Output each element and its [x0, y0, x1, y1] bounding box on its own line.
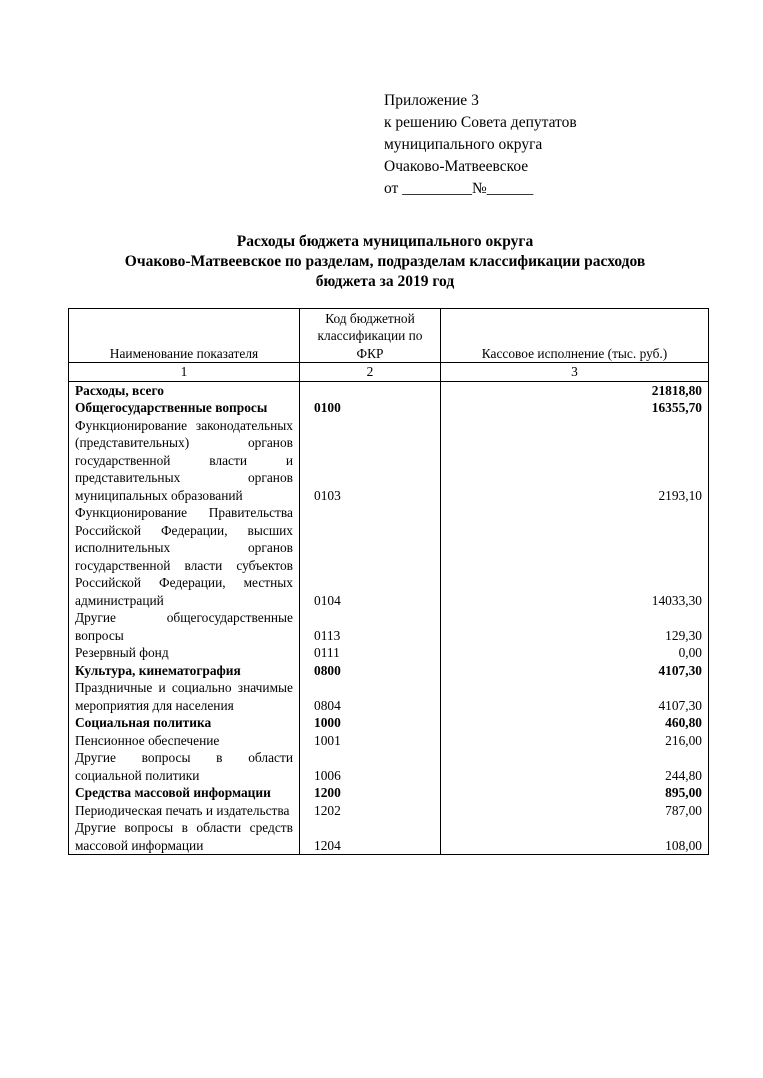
row-code: 0104 — [300, 504, 441, 609]
row-name: Культура, кинематография — [69, 662, 300, 680]
table-row — [69, 784, 709, 802]
row-code: 1006 — [300, 749, 441, 784]
header-code: Код бюджетной классификации по ФКР — [300, 309, 441, 363]
table-row — [69, 679, 709, 714]
table-row — [69, 381, 709, 399]
row-code: 1204 — [300, 819, 441, 855]
row-code: 1001 — [300, 732, 441, 750]
row-name: Пенсионное обеспечение — [69, 732, 300, 750]
row-name: Праздничные и социально значимые мероприятия для населения — [69, 679, 300, 714]
row-name: Функционирование законодательных (представительных) органов государственной власти и представительных органов муниципальных образований — [69, 417, 300, 505]
row-name: Другие вопросы в области средств массовой информации — [69, 819, 300, 855]
column-number-3: 3 — [441, 363, 709, 382]
row-name: Функционирование Правительства Российской Федерации, высших исполнительных органов государственной власти субъектов Российской Федерации, местных администраций — [69, 504, 300, 609]
column-number-row — [69, 363, 709, 382]
row-code: 1000 — [300, 714, 441, 732]
row-name: Социальная политика — [69, 714, 300, 732]
table-row — [69, 399, 709, 417]
row-value: 108,00 — [441, 819, 709, 855]
appendix-decision: к решению Совета депутатов — [384, 114, 577, 131]
appendix-district-name: Очаково-Матвеевское — [384, 158, 529, 175]
row-value: 216,00 — [441, 732, 709, 750]
row-code: 0113 — [300, 609, 441, 644]
row-value: 460,80 — [441, 714, 709, 732]
document-title — [40, 232, 730, 292]
table-row — [69, 504, 709, 609]
appendix-district: муниципального округа — [384, 136, 543, 153]
title-line-2: Очаково-Матвеевское по разделам, подразделам классификации расходов — [124, 253, 646, 270]
table-header-row — [69, 309, 709, 363]
row-code: 0800 — [300, 662, 441, 680]
row-value: 787,00 — [441, 802, 709, 820]
table-row — [69, 714, 709, 732]
row-name: Периодическая печать и издательства — [69, 802, 300, 820]
table-row — [69, 802, 709, 820]
row-value: 2193,10 — [441, 417, 709, 505]
table-row — [69, 732, 709, 750]
column-number-2: 2 — [300, 363, 441, 382]
header-value: Кассовое исполнение (тыс. руб.) — [441, 309, 709, 363]
row-value: 4107,30 — [441, 662, 709, 680]
row-code: 0804 — [300, 679, 441, 714]
appendix-number: Приложение 3 — [384, 92, 479, 109]
budget-table — [68, 308, 709, 855]
row-name: Общегосударственные вопросы — [69, 399, 300, 417]
table-row — [69, 417, 709, 505]
column-number-1: 1 — [69, 363, 300, 382]
row-value: 244,80 — [441, 749, 709, 784]
appendix-block — [384, 90, 577, 200]
table-row — [69, 662, 709, 680]
row-name: Другие общегосударственные вопросы — [69, 609, 300, 644]
row-name: Резервный фонд — [69, 644, 300, 662]
table-row — [69, 749, 709, 784]
row-value: 129,30 — [441, 609, 709, 644]
appendix-date-number: от _________№______ — [384, 180, 534, 197]
row-name: Другие вопросы в области социальной политики — [69, 749, 300, 784]
title-line-3: бюджета за 2019 год — [315, 273, 455, 290]
row-name: Средства массовой информации — [69, 784, 300, 802]
row-value: 895,00 — [441, 784, 709, 802]
header-name: Наименование показателя — [69, 309, 300, 363]
row-value: 14033,30 — [441, 504, 709, 609]
row-value: 4107,30 — [441, 679, 709, 714]
table-row — [69, 609, 709, 644]
row-value: 21818,80 — [441, 381, 709, 399]
row-code: 0103 — [300, 417, 441, 505]
title-line-1: Расходы бюджета муниципального округа — [236, 233, 534, 250]
row-code: 0111 — [300, 644, 441, 662]
row-code: 1200 — [300, 784, 441, 802]
table-row — [69, 644, 709, 662]
row-code: 0100 — [300, 399, 441, 417]
row-name: Расходы, всего — [69, 381, 300, 399]
row-value: 16355,70 — [441, 399, 709, 417]
row-code: 1202 — [300, 802, 441, 820]
row-code — [300, 381, 441, 399]
row-value: 0,00 — [441, 644, 709, 662]
table-row — [69, 819, 709, 855]
